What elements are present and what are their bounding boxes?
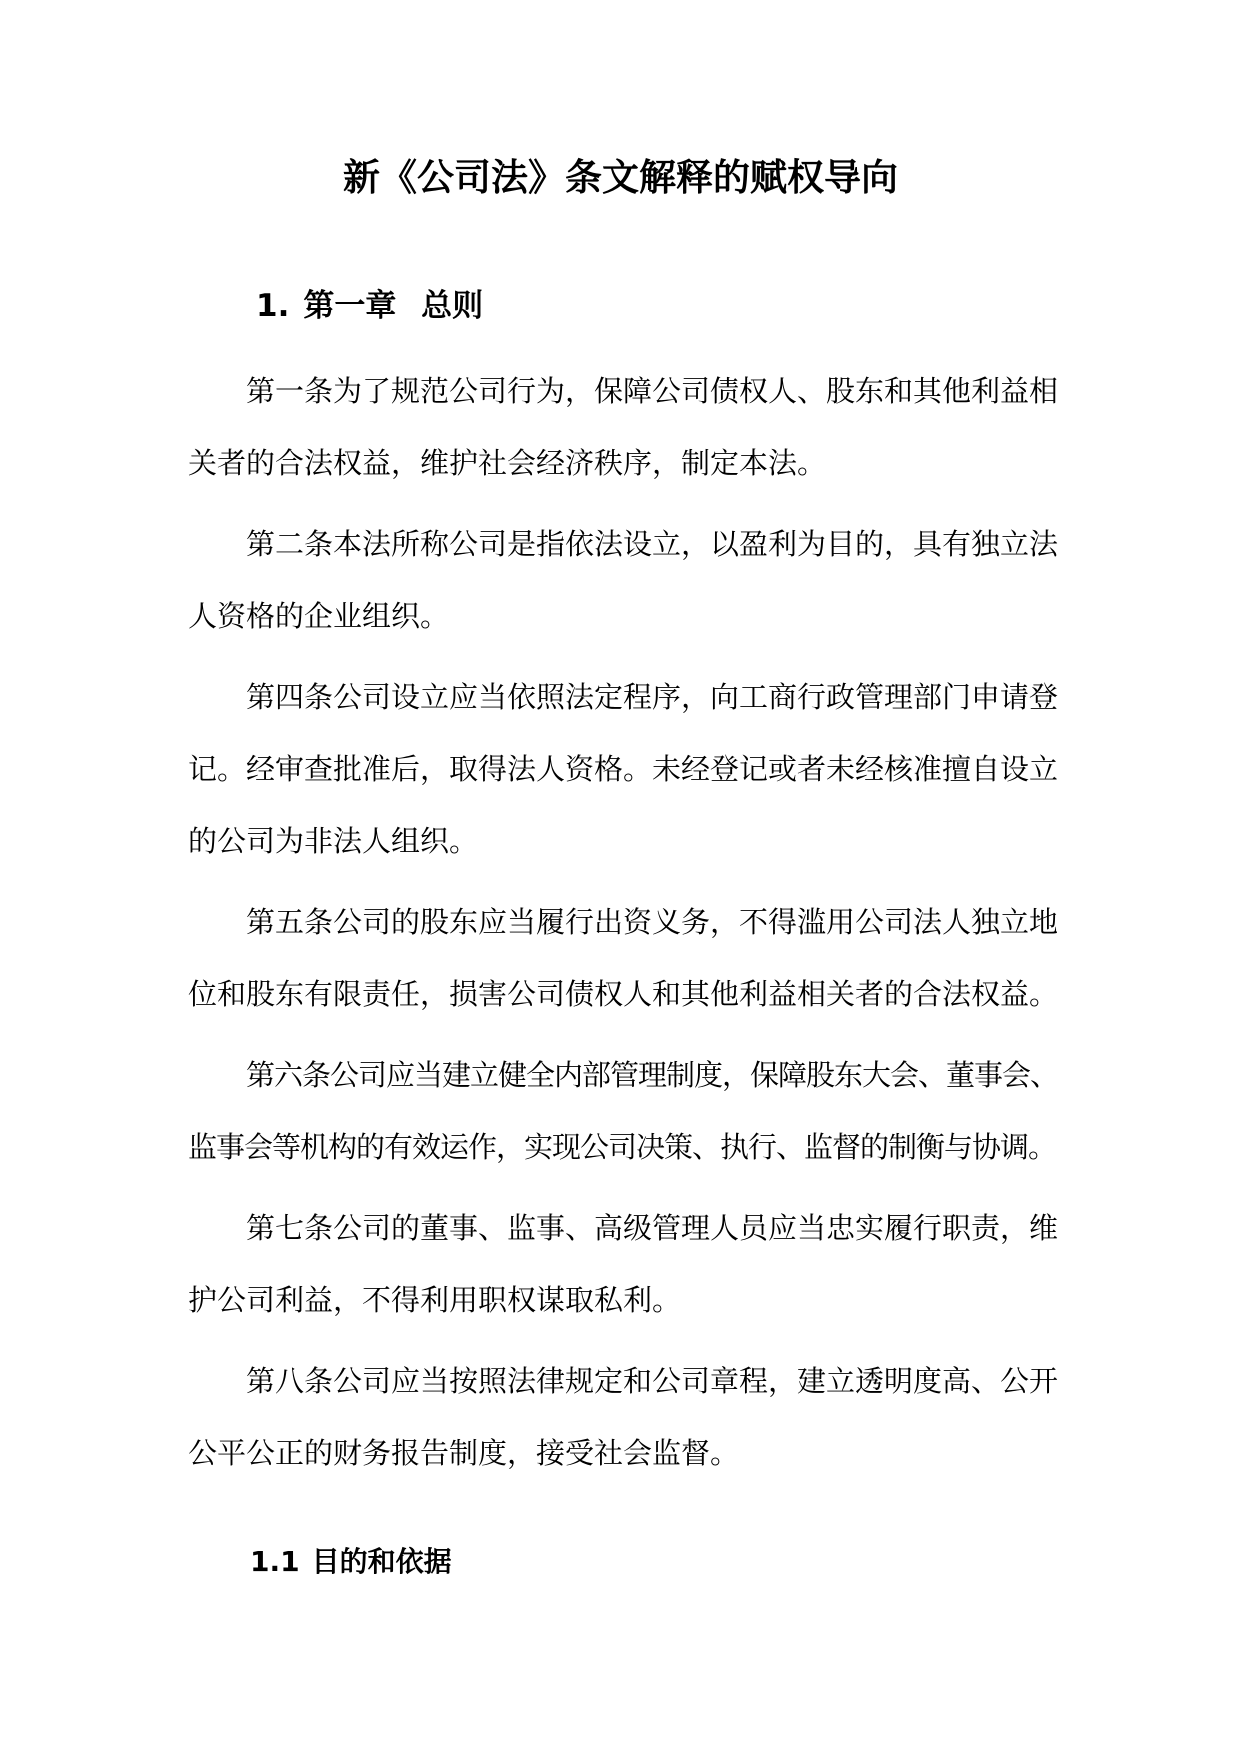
section-heading [250,1537,452,1587]
chapter-title: 第一章 总则 [303,288,484,324]
article-paragraph [188,661,1058,877]
article-paragraph [188,1192,1058,1336]
paragraph-line: 位和股东有限责任，损害公司债权人和其他利益相关者的合法权益。 [188,977,1059,1011]
paragraph-line: 第二条本法所称公司是指依法设立，以盈利为目的，具有独立法 [246,527,1059,561]
paragraph-line: 护公司利益，不得利用职权谋取私利。 [188,1283,682,1317]
article-paragraph [188,1039,1058,1183]
chapter-number: 1. [256,288,290,324]
paragraph-line: 第一条为了规范公司行为，保障公司债权人、股东和其他利益相 [246,374,1059,408]
paragraph-line: 的公司为非法人组织。 [188,824,479,858]
paragraph-line: 第八条公司应当按照法律规定和公司章程，建立透明度高、公开 [246,1364,1059,1398]
paragraph-line: 第五条公司的股东应当履行出资义务，不得滥用公司法人独立地 [246,905,1059,939]
article-paragraph [188,355,1058,499]
chapter-heading [256,281,483,331]
document-title: 新《公司法》条文解释的赋权导向 [343,156,898,199]
paragraph-line: 人资格的企业组织。 [188,599,450,633]
paragraph-line: 公平公正的财务报告制度，接受社会监督。 [188,1436,740,1470]
paragraph-line: 记。经审查批准后，取得法人资格。未经登记或者未经核准擅自设立 [188,752,1059,786]
article-paragraph [188,1345,1058,1489]
paragraph-line: 监事会等机构的有效运作，实现公司决策、执行、监督的制衡与协调。 [188,1130,1057,1164]
section-title: 目的和依据 [311,1545,452,1578]
paragraph-line: 第七条公司的董事、监事、高级管理人员应当忠实履行职责，维 [246,1211,1059,1245]
paragraph-line: 关者的合法权益，维护社会经济秩序，制定本法。 [188,446,827,480]
section-number: 1.1 [250,1545,300,1578]
article-paragraph [188,886,1058,1030]
document-body [188,355,1058,1498]
paragraph-line: 第六条公司应当建立健全内部管理制度，保障股东大会、董事会、 [246,1058,1058,1092]
article-paragraph [188,508,1058,652]
paragraph-line: 第四条公司设立应当依照法定程序，向工商行政管理部门申请登 [246,680,1059,714]
